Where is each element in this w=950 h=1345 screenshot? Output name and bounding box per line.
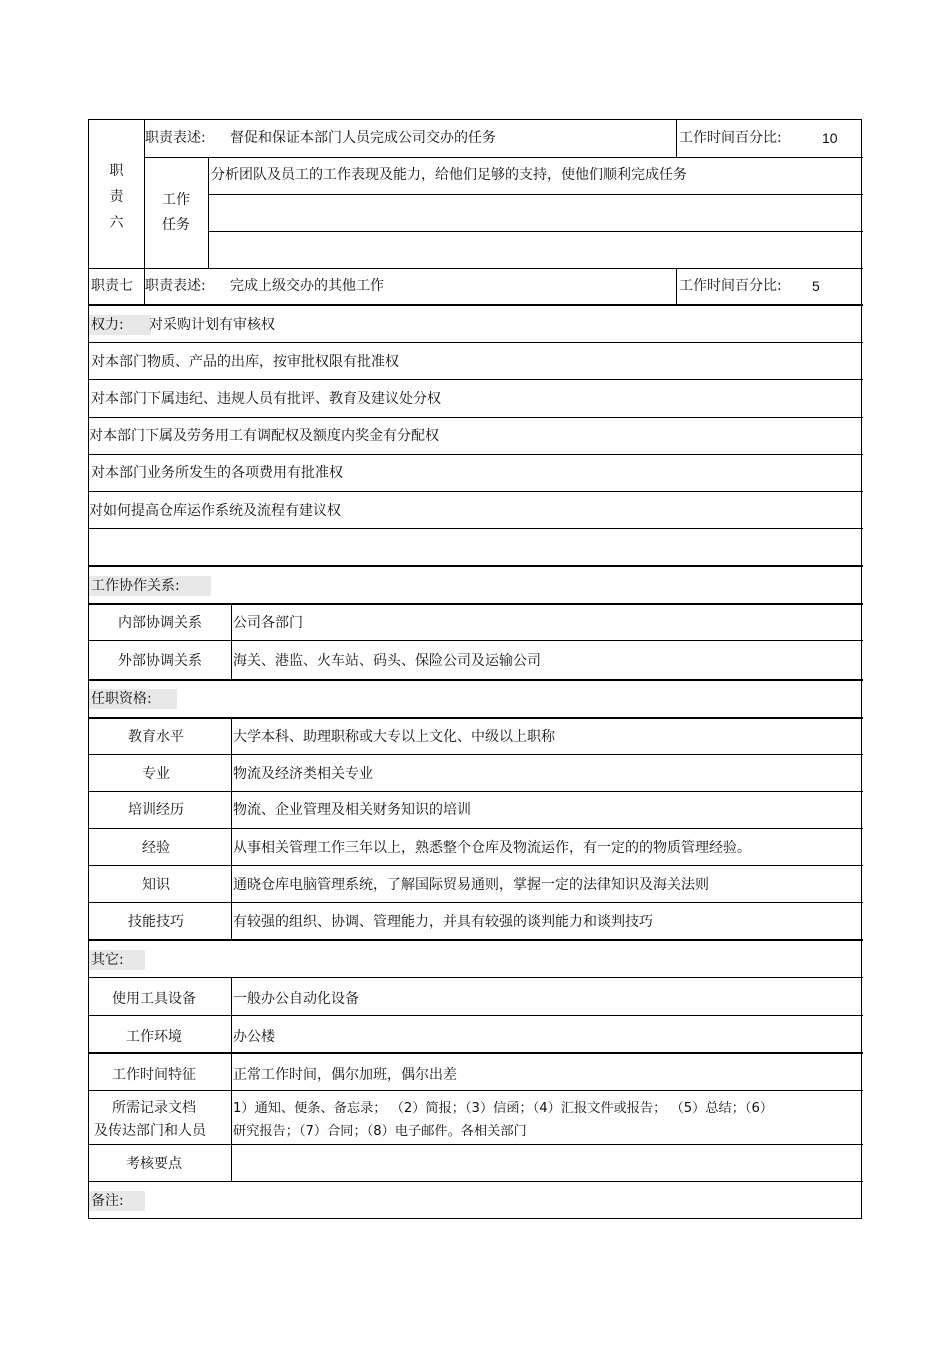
duty7-time-label: 工作时间百分比: bbox=[679, 278, 782, 294]
authority-item-4: 对本部门业务所发生的各项费用有批准权 bbox=[91, 465, 343, 481]
qual-key-skills: 技能技巧 bbox=[128, 914, 184, 930]
documents-value-line2: 研究报告；（7）合同；（8）电子邮件。各相关部门 bbox=[233, 1124, 527, 1139]
duty6-time-value: 10 bbox=[822, 130, 838, 146]
qual-key-experience: 经验 bbox=[142, 840, 170, 856]
qual-key-knowledge: 知识 bbox=[142, 877, 170, 893]
qual-value-skills: 有较强的组织、协调、管理能力，并具有较强的谈判能力和谈判技巧 bbox=[233, 914, 653, 930]
qual-value-knowledge: 通晓仓库电脑管理系统，了解国际贸易通则，掌握一定的法律知识及海关法则 bbox=[233, 877, 709, 893]
duty6-task-1: 分析团队及员工的工作表现及能力，给他们足够的支持，使他们顺利完成任务 bbox=[211, 167, 687, 183]
duty7-desc-label: 职责表述: bbox=[145, 278, 206, 294]
duty6-task-label-line1: 工作 bbox=[162, 192, 190, 208]
coop-value-internal: 公司各部门 bbox=[233, 615, 303, 631]
coop-key-external: 外部协调关系 bbox=[118, 653, 202, 669]
duty6-desc-text: 督促和保证本部门人员完成公司交办的任务 bbox=[230, 130, 496, 146]
documents-key-line1: 所需记录文档 bbox=[112, 1100, 196, 1116]
other-key-tools: 使用工具设备 bbox=[112, 991, 196, 1007]
other-value-worktime: 正常工作时间，偶尔加班，偶尔出差 bbox=[233, 1067, 457, 1083]
authority-item-2: 对本部门下属违纪、违规人员有批评、教育及建议处分权 bbox=[91, 391, 441, 407]
authority-first-item: 对采购计划有审核权 bbox=[149, 317, 275, 333]
cooperation-label: 工作协作关系: bbox=[89, 576, 211, 596]
duty6-time-label: 工作时间百分比: bbox=[679, 130, 782, 146]
other-key-environment: 工作环境 bbox=[126, 1029, 182, 1045]
qual-value-major: 物流及经济类相关专业 bbox=[233, 766, 373, 782]
other-key-worktime: 工作时间特征 bbox=[112, 1067, 196, 1083]
qual-key-training: 培训经历 bbox=[128, 802, 184, 818]
duty7-row-label: 职责七 bbox=[91, 278, 133, 294]
qual-value-education: 大学本科、助理职称或大专以上文化、中级以上职称 bbox=[233, 729, 555, 745]
other-key-assessment: 考核要点 bbox=[126, 1156, 182, 1172]
authority-item-5: 对如何提高仓库运作系统及流程有建议权 bbox=[89, 503, 341, 519]
duty6-char-2: 责 bbox=[109, 189, 124, 205]
documents-value-line1: 1）通知、便条、备忘录； （2）简报；（3）信函；（4）汇报文件或报告； （5）总结；（6） bbox=[233, 1101, 774, 1116]
duty6-desc-label: 职责表述: bbox=[145, 130, 206, 146]
coop-key-internal: 内部协调关系 bbox=[118, 615, 202, 631]
duty6-char-1: 职 bbox=[109, 163, 124, 179]
remarks-label: 备注: bbox=[89, 1191, 145, 1211]
duty7-desc-text: 完成上级交办的其他工作 bbox=[230, 278, 384, 294]
qual-key-education: 教育水平 bbox=[128, 729, 184, 745]
other-label: 其它: bbox=[89, 950, 145, 970]
duty6-task-label-line2: 任务 bbox=[162, 217, 190, 233]
other-value-environment: 办公楼 bbox=[233, 1029, 275, 1045]
qual-value-training: 物流、企业管理及相关财务知识的培训 bbox=[233, 802, 471, 818]
qual-key-major: 专业 bbox=[142, 766, 170, 782]
other-key-documents bbox=[89, 1097, 219, 1143]
job-description-table bbox=[88, 119, 862, 1219]
qual-value-experience: 从事相关管理工作三年以上，熟悉整个仓库及物流运作，有一定的的物质管理经验。 bbox=[233, 840, 751, 856]
coop-value-external: 海关、港监、火车站、码头、保险公司及运输公司 bbox=[233, 653, 541, 669]
duty7-time-value: 5 bbox=[812, 278, 820, 294]
other-value-tools: 一般办公自动化设备 bbox=[233, 991, 359, 1007]
documents-key-line2: 及传达部门和人员 bbox=[94, 1123, 206, 1139]
duty6-char-3: 六 bbox=[109, 215, 124, 231]
authority-item-1: 对本部门物质、产品的出库，按审批权限有批准权 bbox=[91, 354, 399, 370]
other-value-documents bbox=[233, 1097, 773, 1143]
authority-item-3: 对本部门下属及劳务用工有调配权及额度内奖金有分配权 bbox=[89, 428, 439, 444]
authority-label: 权力: bbox=[89, 315, 151, 335]
qualification-label: 任职资格: bbox=[89, 689, 177, 709]
duty6-row-label bbox=[89, 158, 144, 236]
duty6-task-label bbox=[144, 188, 208, 238]
